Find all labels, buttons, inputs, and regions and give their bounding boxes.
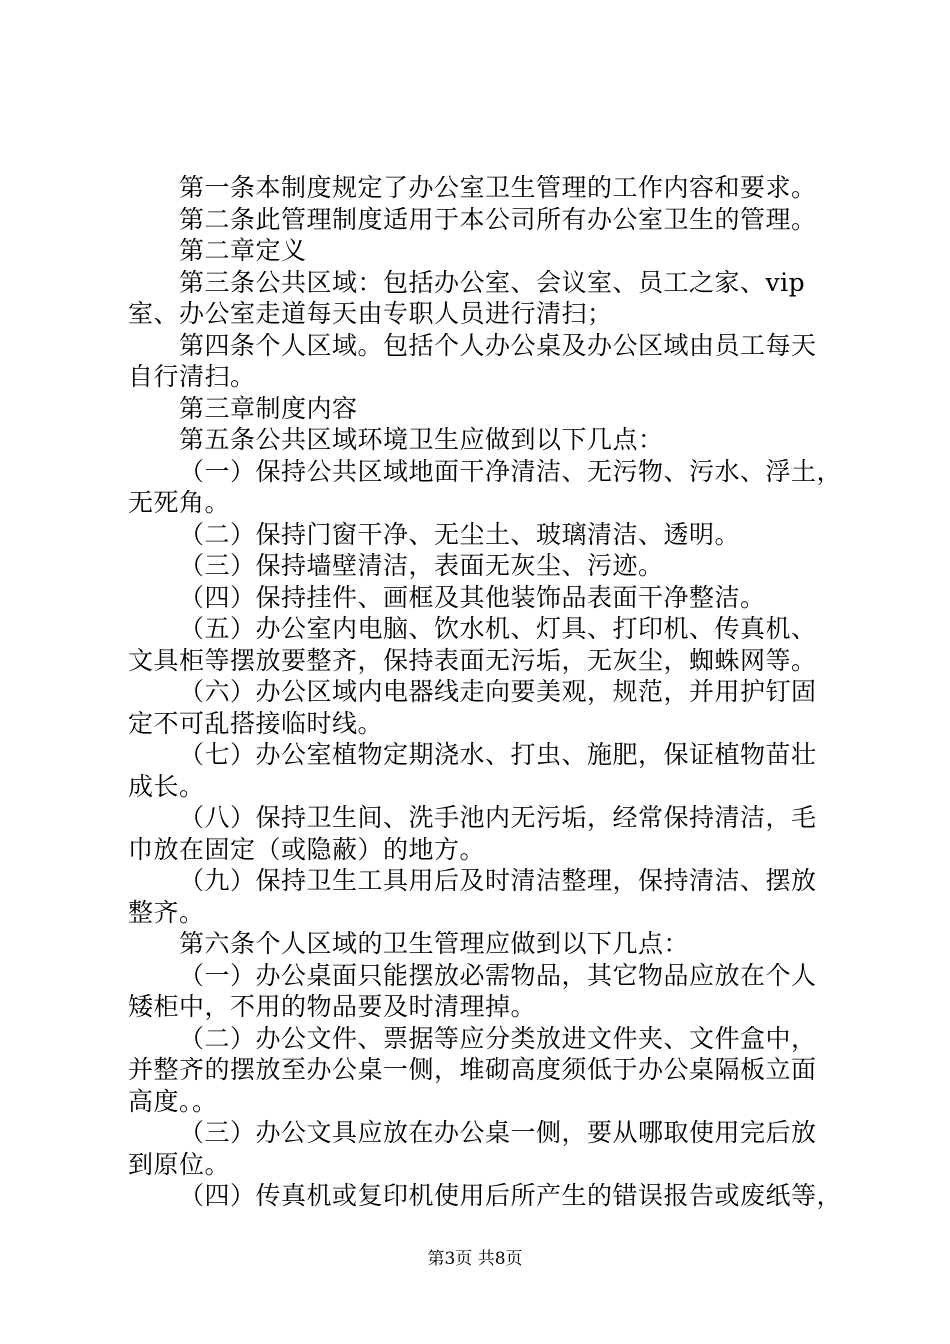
paragraph-line: 第二章定义 (179, 236, 307, 265)
paragraph-line: （八）保持卫生间、洗手池内无污垢，经常保持清洁，毛 (179, 803, 817, 832)
paragraph-line: 第一条本制度规定了办公室卫生管理的工作内容和要求。 (179, 173, 817, 202)
paragraph-line: 第五条公共区域环境卫生应做到以下几点： (179, 425, 664, 454)
paragraph-line: 室、办公室走道每天由专职人员进行清扫； (128, 299, 613, 328)
paragraph-line: （七）办公室植物定期浇水、打虫、施肥，保证植物苗壮 (179, 740, 817, 769)
paragraph-line: （四）传真机或复印机使用后所产生的错误报告或废纸等， (179, 1181, 843, 1210)
paragraph-line: 第四条个人区域。包括个人办公桌及办公区域由员工每天 (179, 330, 817, 360)
paragraph-line: （五）办公室内电脑、饮水机、灯具、打印机、传真机、 (179, 614, 817, 643)
paragraph-line: 成长。 (128, 771, 205, 801)
paragraph-line: 第六条个人区域的卫生管理应做到以下几点： (179, 929, 690, 958)
paragraph-line: （二）办公文件、票据等应分类放进文件夹、文件盒中， (179, 1023, 817, 1053)
paragraph-line: （六）办公区域内电器线走向要美观，规范，并用护钉固 (179, 677, 817, 706)
paragraph-line: 第三章制度内容 (179, 393, 358, 423)
paragraph-line: 矮柜中，不用的物品要及时清理掉。 (128, 992, 537, 1021)
paragraph-line: （九）保持卫生工具用后及时清洁整理，保持清洁、摆放 (179, 866, 817, 895)
paragraph-line: 高度。。 (128, 1086, 218, 1116)
document-body (128, 172, 843, 1212)
paragraph-line: 整齐。 (128, 897, 205, 927)
paragraph-line: 并整齐的摆放至办公桌一侧，堆砌高度须低于办公桌隔板立面 (128, 1055, 817, 1084)
paragraph-line: （三）办公文具应放在办公桌一侧，要从哪取使用完后放 (179, 1118, 817, 1147)
paragraph-line: （三）保持墙壁清洁，表面无灰尘、污迹。 (179, 551, 664, 580)
paragraph-line: （二）保持门窗干净、无尘土、玻璃清洁、透明。 (179, 519, 741, 549)
paragraph-line: （一）保持公共区域地面干净清洁、无污物、污水、浮土， (179, 456, 843, 486)
paragraph-line: 巾放在固定（或隐蔽）的地方。 (128, 834, 486, 864)
paragraph-line: 定不可乱搭接临时线。 (128, 708, 384, 738)
paragraph-line: 自行清扫。 (128, 362, 256, 391)
paragraph-line: （四）保持挂件、画框及其他装饰品表面干净整洁。 (179, 582, 766, 612)
paragraph-line: 第二条此管理制度适用于本公司所有办公室卫生的管理。 (179, 204, 817, 234)
paragraph-line: 无死角。 (128, 488, 231, 517)
page-footer (0, 1244, 950, 1269)
paragraph-line: 第三条公共区域：包括办公室、会议室、员工之家、vip (179, 267, 806, 297)
paragraph-line: 文具柜等摆放要整齐，保持表面无污垢，无灰尘，蜘蛛网等。 (128, 645, 817, 675)
paragraph-line: 到原位。 (128, 1149, 231, 1179)
page-number-label: 第3页 共8页 (427, 1249, 523, 1269)
paragraph-line: （一）办公桌面只能摆放必需物品，其它物品应放在个人 (179, 960, 817, 990)
